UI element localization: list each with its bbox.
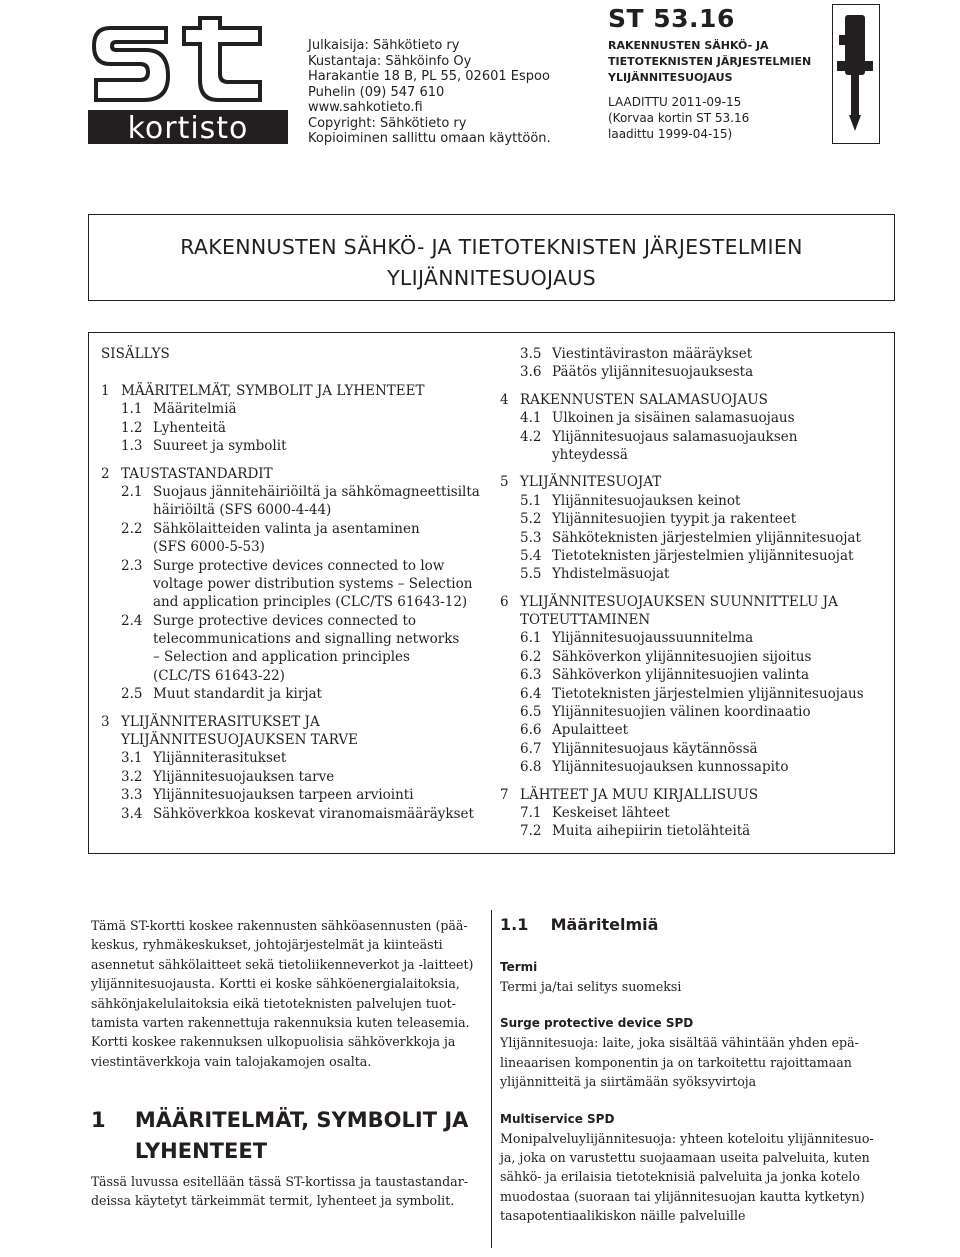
text-line: lineaarisen komponentin ja on tarkoitettu rajoittamaan <box>500 1054 852 1070</box>
toc-item <box>101 419 480 437</box>
publisher-line: Harakantie 18 B, PL 55, 02601 Espoo <box>308 69 550 84</box>
toc-item-text: Ylijännitesuojaus salamasuojauksen <box>552 428 798 445</box>
toc-item-text: YLIJÄNNITERASITUKSET JA <box>121 713 320 730</box>
toc-item-text: Sähköverkon ylijännitesuojien valinta <box>552 667 809 684</box>
toc-item-text: häiriöiltä (SFS 6000-4-44) <box>153 502 332 519</box>
toc-item-number: 1.3 <box>121 438 143 455</box>
toc-item-number: 3.4 <box>121 805 143 822</box>
section-1-paragraph <box>91 1172 468 1211</box>
toc-item-text: (SFS 6000-5-53) <box>153 539 265 556</box>
toc-item-text: Ylijänniterasitukset <box>153 750 287 767</box>
text-line: Tässä luvussa esitellään tässä ST-kortissa ja taustastandar- <box>91 1174 468 1189</box>
toc-item-text: Apulaitteet <box>552 722 629 739</box>
toc-item-number: 5.4 <box>520 547 542 564</box>
toc-item-number: 7 <box>500 786 509 803</box>
toc-item-text: voltage power distribution systems – Selection <box>153 575 473 592</box>
toc-item <box>500 593 864 611</box>
toc-item-text: Sähköverkon ylijännitesuojien sijoitus <box>552 648 812 665</box>
page-title <box>88 232 895 294</box>
approval-line: laadittu 1999-04-15) <box>608 127 733 141</box>
toc-item-number: 4.1 <box>520 410 542 427</box>
text-line: deissa käytetyt tärkeimmät termit, lyhenteet ja symbolit. <box>91 1193 455 1209</box>
toc-item-number: 2.5 <box>121 686 143 703</box>
toc-column-right <box>500 345 864 841</box>
toc-item-text: Yhdistelmäsuojat <box>552 566 670 583</box>
text-line: sähkö- ja erilaisia tietoteknisiä palveluita ja jonka kotelo <box>500 1169 860 1185</box>
toc-item-number: 3.5 <box>520 346 542 362</box>
toc-item-number: 3.1 <box>121 750 143 767</box>
section-1-heading-line: LYHENTEET <box>91 1139 268 1163</box>
toc-item-text: TOTEUTTAMINEN <box>520 612 651 629</box>
publisher-info <box>308 38 551 147</box>
text-line: keskus, ryhmäkeskukset, johtojärjestelmät ja kiinteästi <box>91 937 443 953</box>
toc-item-text: Ylijännitesuojauksen tarve <box>153 768 335 785</box>
toc-item <box>101 483 480 501</box>
toc-item-text: Sähkölaitteiden valinta ja asentaminen <box>153 520 420 537</box>
card-title <box>608 38 811 86</box>
toc-item <box>101 667 480 685</box>
page-title-line: RAKENNUSTEN SÄHKÖ- JA TIETOTEKNISTEN JÄRJESTELMIEN <box>180 235 803 259</box>
toc-item <box>101 501 480 519</box>
definition-text <box>500 977 900 996</box>
toc-item-number: 1.2 <box>121 419 143 436</box>
text-line: Monipalveluylijännitesuoja: yhteen koteloitu ylijännitesuo- <box>500 1130 874 1146</box>
toc-item-number: 3 <box>101 713 110 730</box>
toc-item-number: 6.4 <box>520 685 542 702</box>
toc-item-text: YLIJÄNNITESUOJAUKSEN TARVE <box>121 732 359 749</box>
toc-column-left <box>101 382 480 823</box>
toc-item-number: 6 <box>500 593 509 610</box>
toc-item-text: YLIJÄNNITESUOJAUKSEN SUUNNITTELU JA <box>520 593 838 610</box>
toc-item-text: Sähköverkkoa koskevat viranomaismääräykset <box>153 805 474 822</box>
toc-item <box>101 437 480 455</box>
toc-item-text: telecommunications and signalling networks <box>153 631 460 648</box>
text-line: muodostaa (suoraan tai ylijännitesuojan kautta kytketyn) <box>500 1188 865 1204</box>
toc-item <box>500 611 864 629</box>
publisher-line: Puhelin (09) 547 610 <box>308 84 445 100</box>
toc-item <box>500 547 864 565</box>
toc-item-number: 6.2 <box>520 648 542 665</box>
toc-item <box>500 473 864 491</box>
toc-item-text: Surge protective devices connected to <box>153 612 417 629</box>
toc-item-text: Päätös ylijännitesuojauksesta <box>552 364 754 381</box>
toc-item-number: 5.5 <box>520 566 542 583</box>
toc-item-text: Lyhenteitä <box>153 419 226 436</box>
toc-item-text: MÄÄRITELMÄT, SYMBOLIT JA LYHENTEET <box>121 383 425 399</box>
toc-item-number: 6.5 <box>520 704 542 721</box>
toc-item <box>101 593 480 611</box>
text-line: ylijännitteitä ja siirtämään syöksyvirtoja <box>500 1074 757 1090</box>
definition-term: Surge protective device SPD <box>500 1016 694 1031</box>
column-divider <box>491 910 492 1248</box>
toc-item <box>101 382 480 400</box>
toc-item-text: and application principles (CLC/TS 61643-12) <box>153 594 468 611</box>
definition-term: Multiservice SPD <box>500 1111 615 1126</box>
toc-item-number: 5.1 <box>520 492 542 509</box>
toc-item-text: Muita aihepiirin tietolähteitä <box>552 823 751 840</box>
text-line: viestintäverkkoja vain talojakamojen osalta. <box>91 1053 372 1069</box>
approval-line: (Korvaa kortin ST 53.16 <box>608 111 750 125</box>
toc-item <box>500 409 864 427</box>
text-line: tasapotentiaalikiskon näille palveluille <box>500 1208 746 1224</box>
toc-item <box>500 804 864 822</box>
toc-item-number: 1 <box>101 383 110 399</box>
toc-item <box>101 557 480 575</box>
card-code: ST 53.16 <box>608 4 735 33</box>
toc-item <box>500 565 864 583</box>
definition-text <box>500 1033 900 1091</box>
toc-item-number: 2.4 <box>121 612 143 629</box>
publisher-link[interactable]: www.sahkotieto.fi <box>308 100 423 115</box>
toc-item-number: 3.6 <box>520 364 542 381</box>
definition-text <box>500 1129 900 1226</box>
intro-paragraph <box>91 916 473 1071</box>
toc-item-text: Keskeiset lähteet <box>552 804 670 821</box>
approval-info <box>608 94 749 142</box>
toc-item-number: 6.7 <box>520 740 542 757</box>
toc-item-text: Ylijännitesuojaussuunnitelma <box>552 630 754 647</box>
toc-item-number: 6.1 <box>520 630 542 647</box>
text-line: Ylijännitesuoja: laite, joka sisältää vähintään yhden epä- <box>500 1035 859 1051</box>
toc-item <box>500 666 864 684</box>
toc-item <box>101 612 480 630</box>
text-line: ja, joka on varustettu suojaamaan useita palveluita, kuten <box>500 1150 870 1166</box>
publisher-line: Kustantaja: Sähköinfo Oy <box>308 53 472 69</box>
toc-item-text: Surge protective devices connected to low <box>153 557 445 574</box>
text-line: Kortti koskee rakennuksen ulkopuolisia sähköverkkoja ja <box>91 1034 456 1050</box>
toc-item <box>101 805 480 823</box>
toc-item-text: TAUSTASTANDARDIT <box>121 465 273 482</box>
toc-item-text: Tietoteknisten järjestelmien ylijännitesuojaus <box>552 685 864 702</box>
toc-heading: SISÄLLYS <box>101 346 170 362</box>
toc-item-number: 4 <box>500 391 509 408</box>
section-1-heading-line: 1 MÄÄRITELMÄT, SYMBOLIT JA <box>91 1108 469 1132</box>
toc-item-number: 6.3 <box>520 667 542 684</box>
publisher-line: Julkaisija: Sähkötieto ry <box>308 38 460 53</box>
toc-item-text: Viestintäviraston määräykset <box>552 346 753 362</box>
toc-item <box>500 428 864 446</box>
toc-item <box>101 400 480 418</box>
toc-item-number: 2 <box>101 465 110 482</box>
toc-item <box>500 685 864 703</box>
card-title-line: TIETOTEKNISTEN JÄRJESTELMIEN <box>608 55 812 68</box>
svg-text:kortisto: kortisto <box>127 111 249 144</box>
toc-item-number: 2.2 <box>121 520 143 537</box>
toc-item-number: 5.2 <box>520 511 542 528</box>
toc-item-number: 7.1 <box>520 804 542 821</box>
toc-item-number: 3.3 <box>121 787 143 804</box>
definition-item <box>500 1112 900 1226</box>
toc-item <box>101 768 480 786</box>
definition-item <box>500 960 900 996</box>
toc-item-text: LÄHTEET JA MUU KIRJALLISUUS <box>520 786 759 803</box>
card-title-line: RAKENNUSTEN SÄHKÖ- JA <box>608 39 769 52</box>
toc-item <box>500 721 864 739</box>
toc-item <box>500 363 864 381</box>
toc-item-number: 5 <box>500 474 509 491</box>
approval-line: LAADITTU 2011-09-15 <box>608 95 742 109</box>
toc-item <box>101 648 480 666</box>
screwdriver-icon <box>832 4 880 144</box>
toc-item <box>500 740 864 758</box>
toc-item-text: Sähköteknisten järjestelmien ylijännitesuojat <box>552 529 861 546</box>
text-line: sähkönjakelulaitoksia eikä tietoteknisten palvelujen tuot- <box>91 995 456 1011</box>
toc-item <box>101 731 480 749</box>
toc-item <box>101 749 480 767</box>
toc-item <box>500 786 864 804</box>
toc-item-text: yhteydessä <box>552 446 628 463</box>
page-title-line: YLIJÄNNITESUOJAUS <box>387 266 596 290</box>
toc-item <box>500 345 864 363</box>
toc-item-number: 1.1 <box>121 401 143 418</box>
definitions-list <box>500 960 900 1246</box>
toc-item <box>500 629 864 647</box>
toc-item <box>500 446 864 464</box>
toc-item-text: YLIJÄNNITESUOJAT <box>520 474 662 491</box>
toc-item <box>500 822 864 840</box>
toc-item <box>101 685 480 703</box>
toc-item-text: Ulkoinen ja sisäinen salamasuojaus <box>552 410 795 427</box>
toc-item-number: 6.6 <box>520 722 542 739</box>
definition-term: Termi <box>500 960 538 974</box>
toc-item-number: 2.1 <box>121 483 143 500</box>
toc-item <box>500 492 864 510</box>
toc-item-text: (CLC/TS 61643-22) <box>153 667 285 684</box>
toc-item <box>101 465 480 483</box>
text-line: ylijännitesuojausta. Kortti ei koske sähköenergialaitoksia, <box>91 976 460 992</box>
toc-item <box>500 529 864 547</box>
toc-item-number: 3.2 <box>121 768 143 785</box>
toc-item-text: Suojaus jännitehäiriöiltä ja sähkömagneettisilta <box>153 483 480 500</box>
toc-item-text: Ylijännitesuojaus käytännössä <box>552 740 758 757</box>
toc-item-number: 7.2 <box>520 823 542 840</box>
publisher-line: Kopioiminen sallittu omaan käyttöön. <box>308 131 551 146</box>
publisher-line: Copyright: Sähkötieto ry <box>308 115 467 131</box>
card-title-line: YLIJÄNNITESUOJAUS <box>608 71 733 84</box>
toc-item-number: 5.3 <box>520 529 542 546</box>
toc-item <box>500 648 864 666</box>
toc-item-text: Ylijännitesuojauksen keinot <box>552 492 741 509</box>
toc-item <box>101 713 480 731</box>
toc-item-text: RAKENNUSTEN SALAMASUOJAUS <box>520 391 768 408</box>
toc-item-text: Muut standardit ja kirjat <box>153 686 322 703</box>
toc-item <box>500 391 864 409</box>
toc-item <box>101 630 480 648</box>
toc-item <box>500 703 864 721</box>
text-line: Termi ja/tai selitys suomeksi <box>500 979 682 994</box>
toc-item-text: – Selection and application principles <box>153 649 410 666</box>
toc-item <box>500 758 864 776</box>
toc-item-number: 2.3 <box>121 557 143 574</box>
toc-item-text: Ylijännitesuojien tyypit ja rakenteet <box>552 511 797 528</box>
section-1-1-heading: 1.1 Määritelmiä <box>500 915 659 934</box>
st-kortisto-logo <box>88 14 288 144</box>
toc-item-text: Suureet ja symbolit <box>153 438 287 455</box>
toc-item-text: Ylijännitesuojien välinen koordinaatio <box>552 704 811 721</box>
toc-item <box>101 575 480 593</box>
toc-item-text: Määritelmiä <box>153 401 237 418</box>
text-line: Tämä ST-kortti koskee rakennusten sähköasennusten (pää- <box>91 918 468 933</box>
text-line: tamista varten rakennettuja rakennuksia kuten teleasemia. <box>91 1015 470 1031</box>
toc-item-text: Ylijännitesuojauksen tarpeen arviointi <box>153 787 414 804</box>
toc-item <box>101 520 480 538</box>
toc-item-number: 4.2 <box>520 428 542 445</box>
toc-item-text: Ylijännitesuojauksen kunnossapito <box>552 759 789 776</box>
toc-item-number: 6.8 <box>520 759 542 776</box>
text-line: asennetut sähkölaitteet sekä tietoliikenneverkot ja -laitteet) <box>91 956 474 972</box>
toc-item <box>101 538 480 556</box>
toc-item <box>101 786 480 804</box>
definition-item <box>500 1016 900 1091</box>
toc-item <box>500 510 864 528</box>
toc-item-text: Tietoteknisten järjestelmien ylijännitesuojat <box>552 547 854 564</box>
section-1-heading <box>91 1105 468 1167</box>
